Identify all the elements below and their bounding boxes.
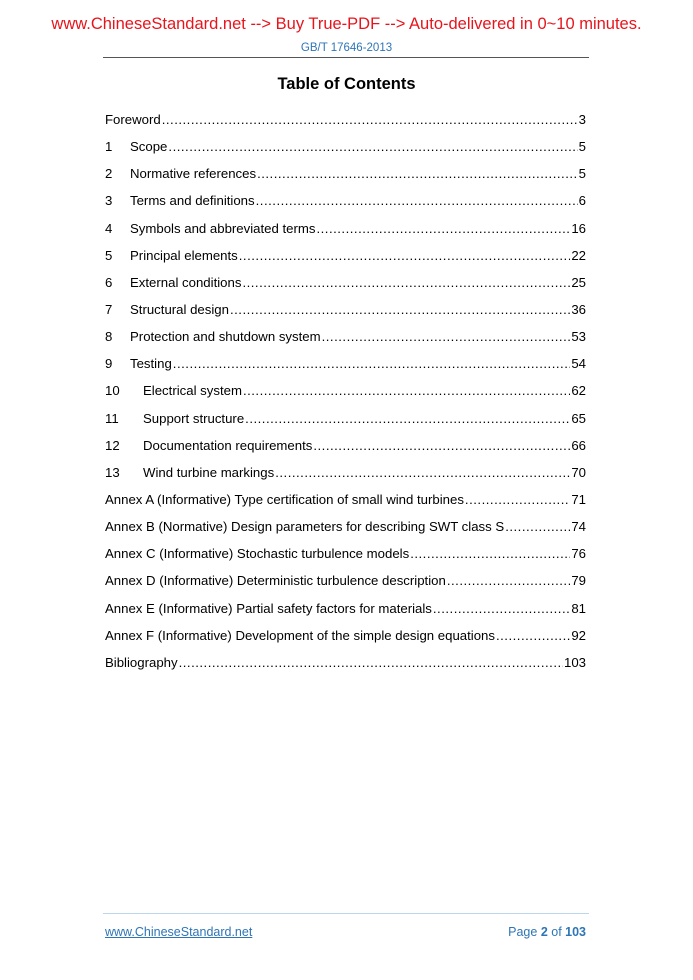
- toc-entry-page: 70: [571, 464, 586, 480]
- toc-entry-number: 4: [105, 220, 113, 236]
- toc-entry-title: Terms and definitions: [130, 193, 255, 209]
- dot-leader: [505, 519, 570, 534]
- toc-entry[interactable]: [105, 601, 586, 628]
- toc-entry-title: Foreword: [105, 112, 161, 127]
- toc-entry-title: Annex C (Informative) Stochastic turbulence models: [105, 546, 410, 562]
- toc-entry-number: 7: [105, 301, 113, 317]
- dot-leader: [256, 193, 578, 208]
- toc-entry-title: Scope: [130, 139, 168, 155]
- dot-leader: [230, 302, 570, 317]
- footer-divider: [103, 913, 589, 914]
- dot-leader: [179, 655, 563, 670]
- toc-entry-page: 53: [571, 329, 586, 345]
- toc-entry-title: Normative references: [130, 166, 257, 182]
- toc-entry-title: Testing: [130, 356, 172, 372]
- dot-leader: [242, 275, 570, 290]
- toc-entry[interactable]: [105, 329, 586, 356]
- toc-entry-page: 62: [571, 383, 586, 399]
- toc-entry[interactable]: [105, 411, 586, 438]
- toc-entry-page: 79: [571, 573, 586, 589]
- toc-entry-number: 9: [105, 356, 113, 372]
- toc-entry[interactable]: [105, 546, 586, 573]
- toc-entry-page: 71: [571, 491, 586, 507]
- toc-entry-page: 5: [578, 139, 586, 155]
- toc-entry[interactable]: [105, 139, 586, 166]
- toc-entry[interactable]: [105, 248, 586, 275]
- dot-leader: [162, 112, 578, 127]
- toc-entry-title: Annex E (Informative) Partial safety factors for materials: [105, 600, 432, 616]
- toc-entry-page: 81: [571, 600, 586, 616]
- toc-entry[interactable]: [105, 628, 586, 655]
- toc-entry[interactable]: [105, 519, 586, 546]
- footer-website-link[interactable]: www.ChineseStandard.net: [105, 925, 253, 939]
- toc-entry[interactable]: [105, 221, 586, 248]
- dot-leader: [245, 411, 570, 426]
- dot-leader: [316, 221, 570, 236]
- toc-entry-page: 22: [571, 247, 586, 263]
- toc-entry-title: External conditions: [130, 274, 242, 290]
- dot-leader: [168, 139, 577, 154]
- toc-entry-number: 1: [105, 139, 113, 155]
- toc-entry[interactable]: [105, 492, 586, 519]
- toc-entry-page: 66: [571, 437, 586, 453]
- toc-entry-title: Annex D (Informative) Deterministic turbulence description: [105, 573, 446, 589]
- toc-entry-page: 103: [563, 654, 586, 670]
- toc-entry-number: 8: [105, 329, 113, 345]
- toc-entry-title: Documentation requirements: [143, 437, 313, 453]
- toc-entry[interactable]: [105, 302, 586, 329]
- toc-entry-number: 5: [105, 247, 113, 263]
- dot-leader: [173, 356, 571, 371]
- toc-entry-title: Annex F (Informative) Development of the simple design equations: [105, 627, 495, 643]
- toc-entry[interactable]: [105, 438, 586, 465]
- toc-entry-title: Bibliography: [105, 654, 178, 670]
- table-of-contents: [105, 112, 586, 682]
- toc-entry-page: 36: [571, 301, 586, 317]
- toc-entry-number: 3: [105, 193, 113, 209]
- dot-leader: [322, 329, 571, 344]
- page-total: 103: [565, 925, 586, 939]
- toc-entry[interactable]: [105, 356, 586, 383]
- toc-entry[interactable]: [105, 275, 586, 302]
- dot-leader: [275, 465, 570, 480]
- page-current: 2: [540, 925, 548, 939]
- toc-entry-number: 13: [105, 464, 120, 480]
- toc-entry-number: 12: [105, 437, 120, 453]
- standard-code: GB/T 17646-2013: [300, 42, 393, 54]
- toc-entry-title: Structural design: [130, 301, 229, 317]
- dot-leader: [433, 601, 570, 616]
- dot-leader: [239, 248, 571, 263]
- dot-leader: [447, 573, 571, 588]
- toc-entry-page: 54: [571, 356, 586, 372]
- toc-entry-number: 6: [105, 274, 113, 290]
- toc-entry-page: 25: [571, 274, 586, 290]
- toc-entry-number: 2: [105, 166, 113, 182]
- toc-entry-title: Protection and shutdown system: [130, 329, 321, 345]
- toc-entry-title: Principal elements: [130, 247, 238, 263]
- toc-entry[interactable]: [105, 383, 586, 410]
- promo-banner[interactable]: www.ChineseStandard.net --> Buy True-PDF --> Auto-delivered in 0~10 minutes.: [51, 15, 642, 33]
- toc-entry-page: 5: [578, 166, 586, 182]
- dot-leader: [410, 546, 570, 561]
- toc-entry[interactable]: [105, 655, 586, 682]
- toc-entry-number: 11: [105, 410, 119, 426]
- toc-entry-title: Symbols and abbreviated terms: [130, 220, 316, 236]
- toc-entry-page: 65: [571, 410, 586, 426]
- toc-entry[interactable]: [105, 573, 586, 600]
- header-divider: [103, 57, 589, 58]
- dot-leader: [496, 628, 570, 643]
- page-of: of: [547, 925, 566, 939]
- page-title: Table of Contents: [277, 75, 416, 93]
- toc-entry-page: 76: [571, 546, 586, 562]
- toc-entry-page: 3: [578, 112, 586, 127]
- toc-entry-title: Wind turbine markings: [143, 464, 275, 480]
- toc-entry-title: Annex B (Normative) Design parameters for describing SWT class S: [105, 519, 505, 535]
- dot-leader: [465, 492, 570, 507]
- toc-entry-page: 92: [571, 627, 586, 643]
- dot-leader: [313, 438, 570, 453]
- toc-entry-title: Annex A (Informative) Type certification of small wind turbines: [105, 491, 464, 507]
- toc-entry-page: 16: [571, 220, 586, 236]
- page-number: [508, 925, 586, 939]
- toc-entry[interactable]: [105, 166, 586, 193]
- toc-entry-page: 74: [571, 519, 586, 535]
- dot-leader: [243, 383, 570, 398]
- page-prefix: Page: [508, 925, 541, 939]
- toc-entry-title: Support structure: [143, 410, 245, 426]
- toc-entry-page: 6: [578, 193, 586, 209]
- toc-entry[interactable]: [105, 112, 586, 139]
- toc-entry[interactable]: [105, 465, 586, 492]
- toc-entry-title: Electrical system: [143, 383, 242, 399]
- dot-leader: [257, 166, 578, 181]
- toc-entry[interactable]: [105, 193, 586, 220]
- toc-entry-number: 10: [105, 383, 120, 399]
